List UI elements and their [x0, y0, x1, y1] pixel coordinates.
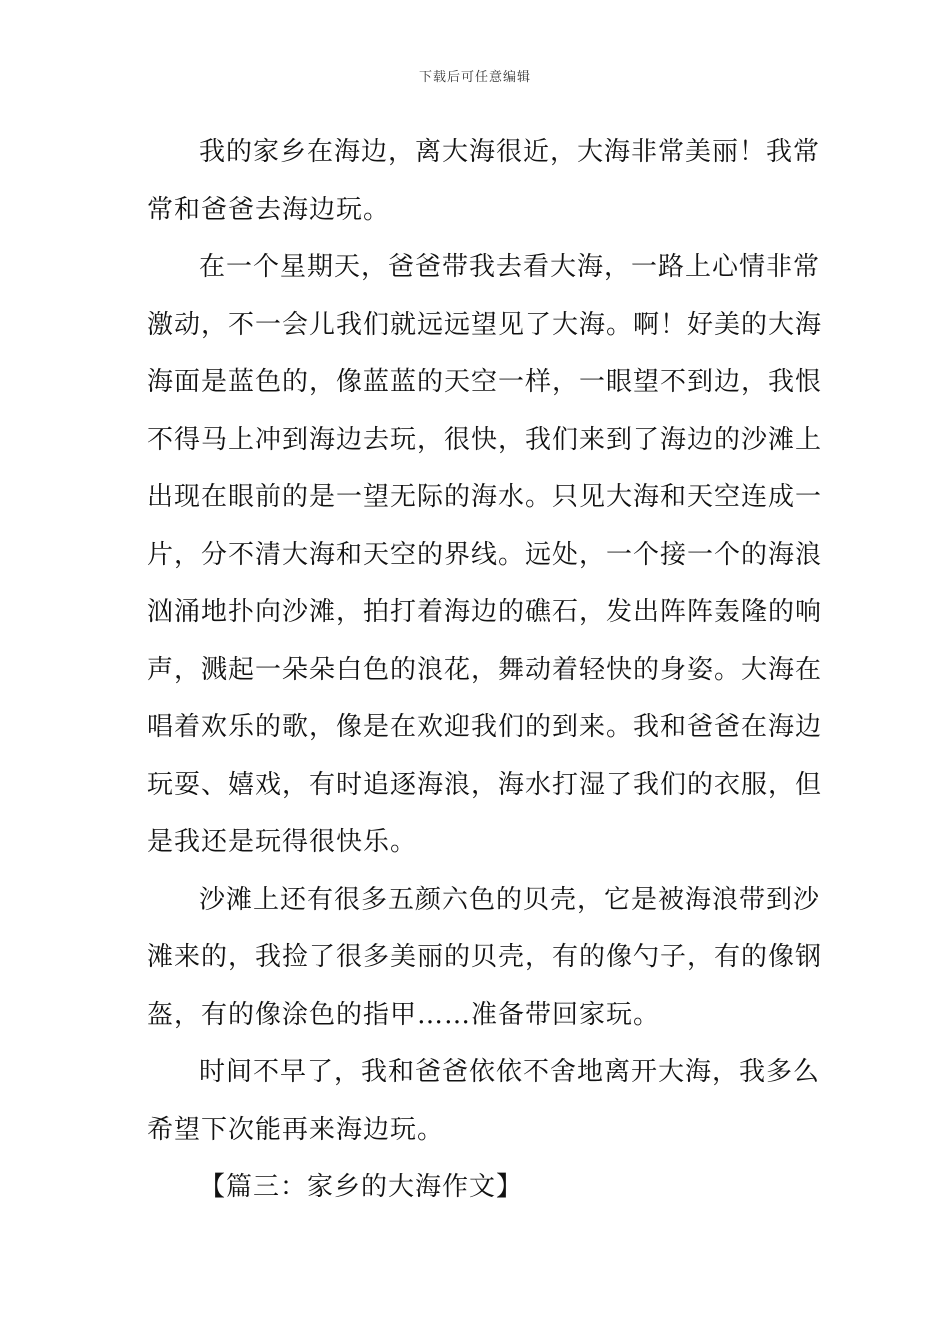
paragraph-2 [147, 239, 823, 872]
text-line: 我的家乡在海边，离大海很近，大海非常美丽！我常 [199, 137, 821, 167]
text-line: 希望下次能再来海边玩。 [147, 1114, 445, 1145]
text-line: 玩耍、嬉戏，有时追逐海浪，海水打湿了我们的衣服，但 [147, 769, 823, 800]
text-line: 出现在眼前的是一望无际的海水。只见大海和天空连成一 [147, 482, 823, 512]
section-heading: 【篇三：家乡的大海作文】 [199, 1172, 524, 1202]
text-line: 沙滩上还有很多五颜六色的贝壳，它是被海浪带到沙 [199, 884, 821, 915]
text-line: 在一个星期天，爸爸带我去看大海，一路上心情非常 [199, 252, 821, 282]
page-header: 下载后可任意编辑 [418, 70, 531, 85]
paragraph-3 [147, 872, 823, 1045]
text-line: 激动，不一会儿我们就远远望见了大海。啊！好美的大海 [147, 309, 823, 340]
text-line: 时间不早了，我和爸爸依依不舍地离开大海，我多么 [199, 1057, 821, 1087]
paragraph-1 [147, 124, 821, 239]
text-line: 唱着欢乐的歌，像是在欢迎我们的到来。我和爸爸在海边 [147, 712, 823, 742]
text-line: 海面是蓝色的，像蓝蓝的天空一样，一眼望不到边，我恨 [147, 367, 823, 397]
document-body [147, 124, 823, 1217]
text-line: 片，分不清大海和天空的界线。远处，一个接一个的海浪 [147, 539, 823, 570]
paragraph-4 [147, 1044, 821, 1159]
text-line: 声，溅起一朵朵白色的浪花，舞动着轻快的身姿。大海在 [147, 654, 823, 685]
text-line: 滩来的，我捡了很多美丽的贝壳，有的像勺子，有的像钢 [147, 942, 823, 972]
text-line: 汹涌地扑向沙滩，拍打着海边的礁石，发出阵阵轰隆的响 [147, 597, 823, 627]
text-line: 盔，有的像涂色的指甲……准备带回家玩。 [147, 999, 661, 1030]
text-line: 常和爸爸去海边玩。 [147, 194, 391, 225]
text-line: 是我还是玩得很快乐。 [147, 827, 418, 857]
text-line: 不得马上冲到海边去玩，很快，我们来到了海边的沙滩上 [147, 424, 823, 455]
